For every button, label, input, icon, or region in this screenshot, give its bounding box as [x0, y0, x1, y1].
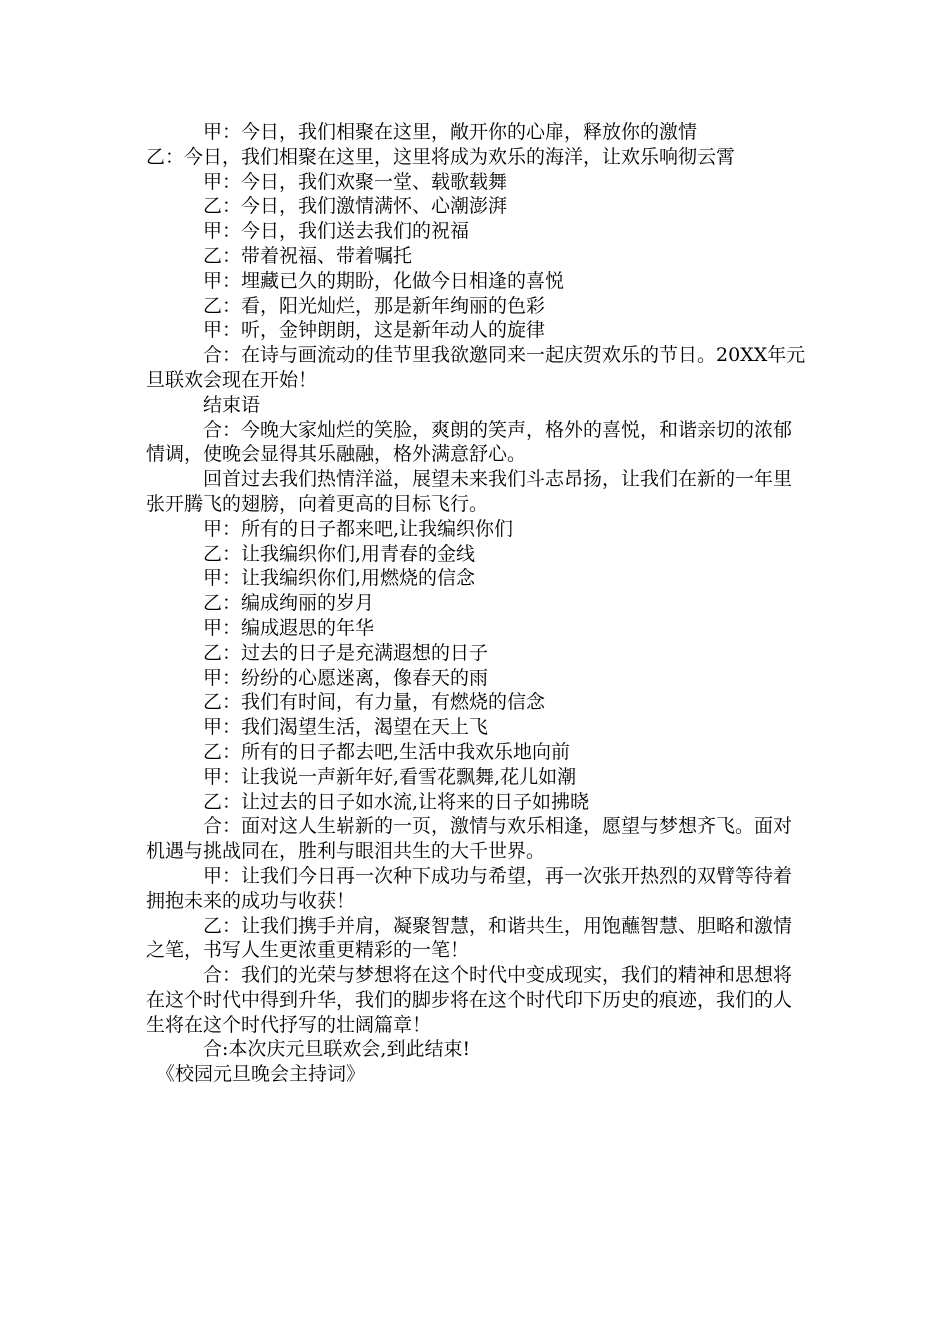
paragraph: 乙：让我编织你们,用青春的金线	[203, 542, 476, 565]
paragraph: 乙：过去的日子是充满遐想的日子	[203, 641, 489, 664]
document-title: 《校园元旦晚会主持词》	[156, 1063, 366, 1086]
paragraph: 甲：埋藏已久的期盼，化做今日相逢的喜悦	[203, 269, 565, 292]
paragraph: 乙：带着祝福、带着嘱托	[203, 244, 413, 267]
paragraph: 甲：编成遐思的年华	[203, 616, 375, 639]
paragraph: 乙：今日，我们相聚在这里，这里将成为欢乐的海洋，让欢乐响彻云霄	[146, 145, 736, 168]
paragraph: 合：我们的光荣与梦想将在这个时代中变成现实，我们的精神和思想将在这个时代中得到升华，我们的脚步将在这个时代印下历史的痕迹，我们的人生将在这个时代抒写的壮阔篇章！	[146, 964, 793, 1036]
document-body	[146, 120, 806, 1087]
paragraph: 乙：所有的日子都去吧,生活中我欢乐地向前	[203, 740, 571, 763]
paragraph: 甲：让我说一声新年好,看雪花飘舞,花儿如潮	[203, 765, 577, 788]
paragraph: 甲：今日，我们欢聚一堂、载歌载舞	[203, 170, 508, 193]
paragraph: 乙：我们有时间，有力量，有燃烧的信念	[203, 691, 546, 714]
paragraph: 合:本次庆元旦联欢会,到此结束!	[203, 1038, 471, 1061]
paragraph: 甲：纷纷的心愿迷离，像春天的雨	[203, 666, 489, 689]
paragraph: 回首过去我们热情洋溢，展望未来我们斗志昂扬，让我们在新的一年里张开腾飞的翅膀，向着更高的目标飞行。	[146, 468, 793, 515]
paragraph: 甲：今日，我们送去我们的祝福	[203, 220, 470, 243]
paragraph: 乙：看，阳光灿烂，那是新年绚丽的色彩	[203, 294, 546, 317]
paragraph: 合：在诗与画流动的佳节里我欲邀同来一起庆贺欢乐的节日。20XX年元旦联欢会现在开始！	[146, 344, 806, 391]
paragraph: 乙：编成绚丽的岁月	[203, 592, 375, 615]
paragraph: 乙：今日，我们激情满怀、心潮澎湃	[203, 195, 508, 218]
section-heading: 结束语	[203, 393, 261, 416]
paragraph: 甲：我们渴望生活，渴望在天上飞	[203, 716, 489, 739]
paragraph: 乙：让我们携手并肩，凝聚智慧，和谐共生，用饱蘸智慧、胆略和激情之笔，书写人生更浓重更精彩的一笔！	[146, 914, 793, 962]
paragraph: 合：面对这人生崭新的一页，激情与欢乐相逢，愿望与梦想齐飞。面对机遇与挑战同在，胜利与眼泪共生的大千世界。	[146, 815, 793, 863]
paragraph: 甲：今日，我们相聚在这里，敞开你的心扉，释放你的激情	[203, 121, 698, 143]
paragraph: 甲：听，金钟朗朗，这是新年动人的旋律	[203, 319, 546, 342]
paragraph: 甲：所有的日子都来吧,让我编织你们	[203, 517, 514, 540]
paragraph: 乙：让过去的日子如水流,让将来的日子如拂晓	[203, 790, 590, 813]
paragraph: 合：今晚大家灿烂的笑脸，爽朗的笑声，格外的喜悦，和谐亲切的浓郁情调，使晚会显得其乐融融，格外满意舒心。	[146, 418, 793, 466]
paragraph: 甲：让我们今日再一次种下成功与希望，再一次张开热烈的双臂等待着拥抱未来的成功与收获！	[146, 864, 793, 912]
paragraph: 甲：让我编织你们,用燃烧的信念	[203, 567, 476, 590]
